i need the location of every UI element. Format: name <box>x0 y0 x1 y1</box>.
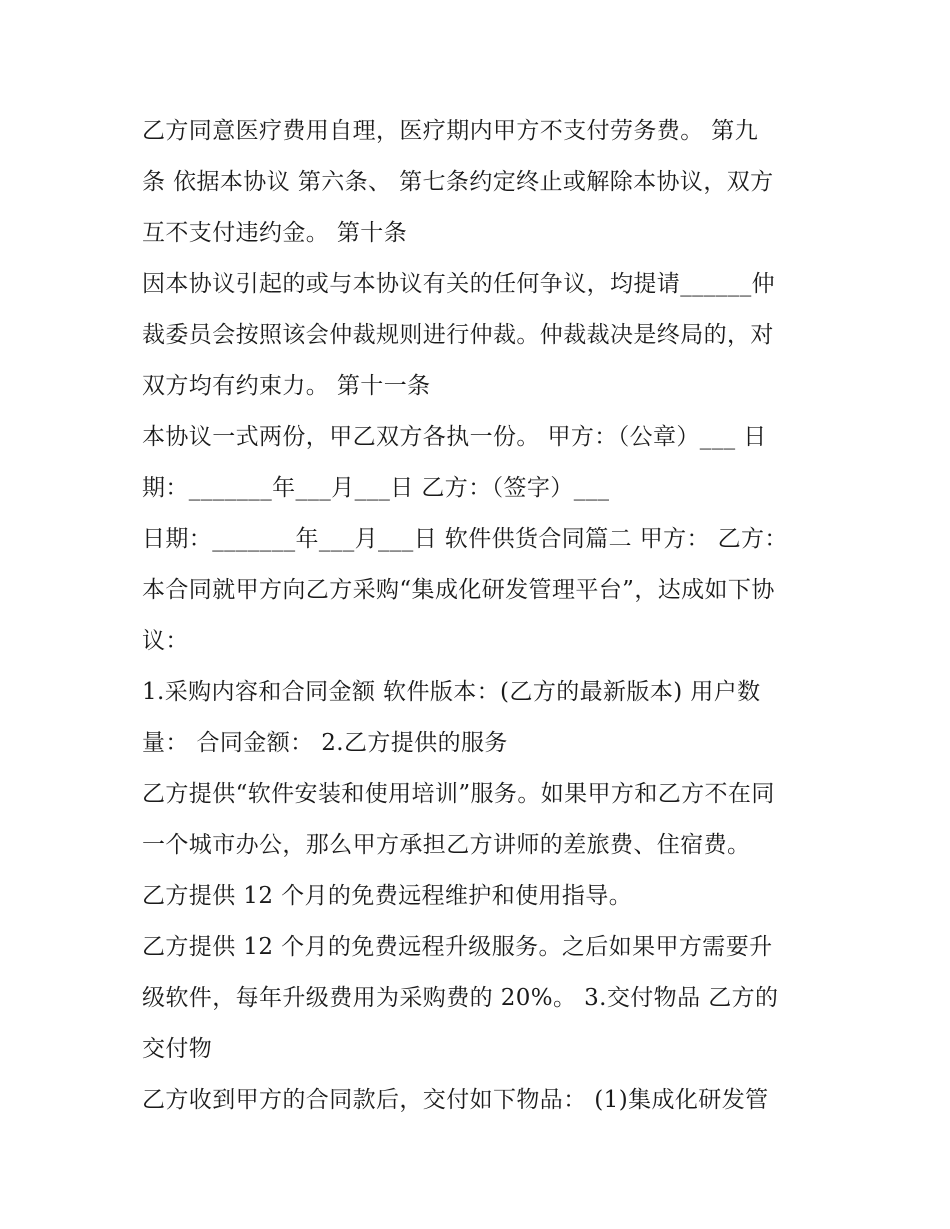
text-line: 级软件，每年升级费用为采购费的 20%。 3.交付物品 乙方的 <box>142 985 779 1011</box>
text-line: 乙方收到甲方的合同款后，交付如下物品： (1)集成化研发管 <box>142 1087 769 1113</box>
text-line: 乙方提供 12 个月的免费远程维护和使用指导。 <box>142 883 633 909</box>
text-line: 条 依据本协议 第六条、 第七条约定终止或解除本协议，双方 <box>142 169 774 195</box>
text-line: 议： <box>142 628 189 654</box>
text-line: 乙方同意医疗费用自理，医疗期内甲方不支付劳务费。 第九 <box>142 118 759 144</box>
text-line: 1.采购内容和合同金额 软件版本：(乙方的最新版本) 用户数 <box>142 679 761 705</box>
document-body <box>142 106 822 1126</box>
text-line: 日期：_______年___月___日 软件供货合同篇二 甲方： 乙方： <box>142 526 788 552</box>
text-line: 本协议一式两份，甲乙双方各执一份。 甲方：（公章）___ 日 <box>142 424 767 450</box>
text-line: 因本协议引起的或与本协议有关的任何争议，均提请______仲 <box>142 271 775 297</box>
text-line: 乙方提供“软件安装和使用培训”服务。如果甲方和乙方不在同 <box>142 781 775 807</box>
text-line: 一个城市办公，那么甲方承担乙方讲师的差旅费、住宿费。 <box>142 832 751 858</box>
text-line: 交付物 <box>142 1036 213 1062</box>
text-line: 期：_______年___月___日 乙方：（签字）___ <box>142 475 610 501</box>
text-line: 裁委员会按照该会仲裁规则进行仲裁。仲裁裁决是终局的，对 <box>142 322 774 348</box>
text-line: 乙方提供 12 个月的免费远程升级服务。之后如果甲方需要升 <box>142 934 773 960</box>
text-line: 互不支付违约金。 第十条 <box>142 220 408 246</box>
text-line: 双方均有约束力。 第十一条 <box>142 373 431 399</box>
text-line: 本合同就甲方向乙方采购“集成化研发管理平台”，达成如下协 <box>142 577 775 603</box>
text-line: 量： 合同金额： 2.乙方提供的服务 <box>142 730 508 756</box>
